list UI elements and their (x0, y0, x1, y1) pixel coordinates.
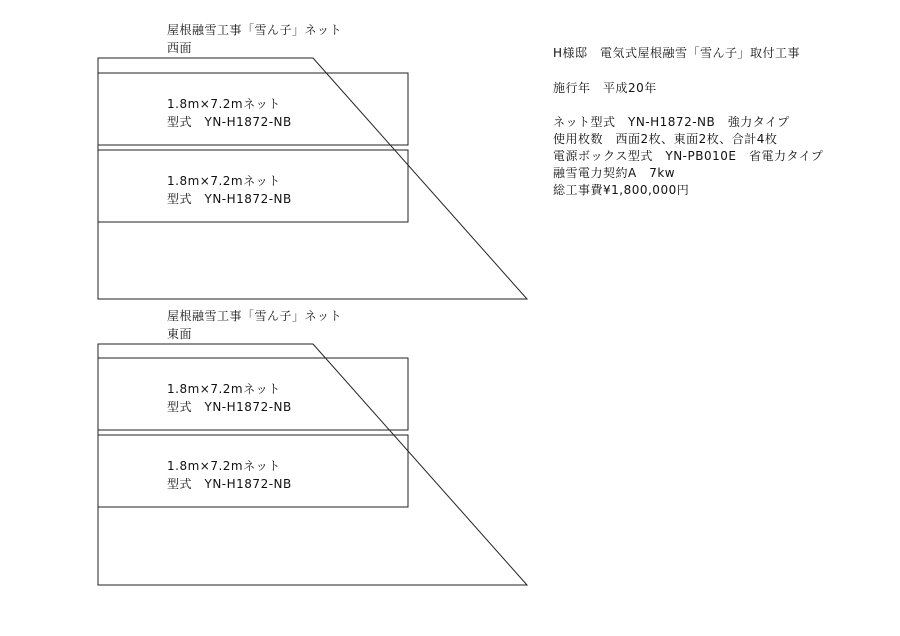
west-panel-1-size: 1.8m×7.2mネット (167, 97, 281, 111)
detail-power-box: 電源ボックス型式 YN-PB010E 省電力タイプ (553, 149, 824, 163)
east-panel-1-size: 1.8m×7.2mネット (167, 382, 281, 396)
east-roof-outline (98, 344, 527, 585)
project-details (553, 113, 883, 208)
east-roof-side-label: 東面 (167, 327, 193, 341)
east-panel-2-model: 型式 YN-H1872-NB (167, 477, 292, 491)
construction-year: 施行年 平成20年 (553, 81, 657, 95)
west-roof-title: 屋根融雪工事「雪ん子」ネット (167, 23, 343, 37)
detail-total-cost: 総工事費¥1,800,000円 (553, 183, 690, 197)
detail-net-model: ネット型式 YN-H1872-NB 強力タイプ (553, 115, 790, 129)
west-roof-outline (98, 58, 527, 299)
east-panel-1-model: 型式 YN-H1872-NB (167, 400, 292, 414)
project-heading: H様邸 電気式屋根融雪「雪ん子」取付工事 (553, 46, 801, 60)
east-roof-title: 屋根融雪工事「雪ん子」ネット (167, 309, 343, 323)
west-panel-1-model: 型式 YN-H1872-NB (167, 115, 292, 129)
west-panel-2-size: 1.8m×7.2mネット (167, 174, 281, 188)
east-panel-2-size: 1.8m×7.2mネット (167, 459, 281, 473)
west-roof-side-label: 西面 (167, 41, 193, 55)
west-panel-2-model: 型式 YN-H1872-NB (167, 192, 292, 206)
detail-power-contract: 融雪電力契約A 7kw (553, 166, 676, 180)
detail-panel-count: 使用枚数 西面2枚、東面2枚、合計4枚 (553, 132, 778, 146)
